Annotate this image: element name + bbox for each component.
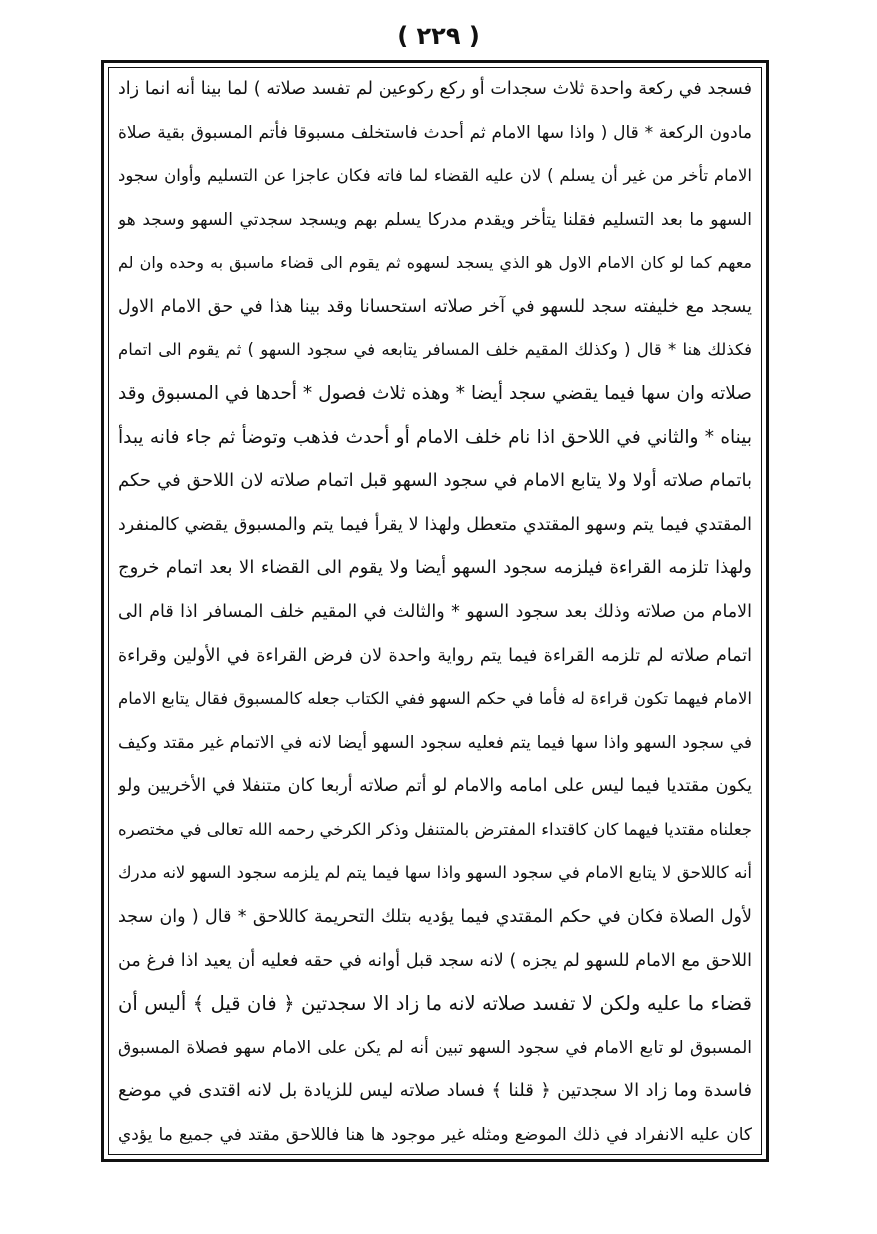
text-line: كان عليه الانفراد في ذلك الموضع ومثله غير موجود ها هنا فاللاحق مقتد في جميع ما يؤدي [118,1124,752,1145]
text-line: الامام من صلاته وذلك بعد سجود السهو * والثالث في المقيم خلف المسافر اذا قام الى [118,601,752,622]
text-line: قضاء ما عليه ولكن لا تفسد صلاته لانه ما زاد الا سجدتين ﴿ فان قيل ﴾ أليس أن [118,992,752,1016]
text-line: المقتدي فيما يتم وسهو المقتدي متعطل ولهذا لا يقرأ فيما يتم والمسبوق يقضي كالمنفرد [118,514,752,535]
page-text [118,74,752,1150]
text-line: يكون مقتديا فيما ليس على امامه والامام لو أتم صلاته أربعا كان متنفلا في الأخريين ولو [118,776,752,797]
text-line: اتمام صلاته لم تلزمه القراءة فيما يتم رواية واحدة لان فرض القراءة في الأولين وقراءة [118,645,752,666]
text-line: أنه كاللاحق لا يتابع الامام في سجود السهو واذا سها فيما يتم لم يلزمه سجود السهو لانه مدرك [118,863,752,883]
text-line: الامام فيهما تكون قراءة له فأما في حكم السهو ففي الكتاب جعله كالمسبوق فقال يتابع الامام [118,689,752,709]
text-line: مادون الركعة * قال ( واذا سها الامام ثم أحدث فاستخلف مسبوقا فأتم المسبوق بقية صلاة [118,122,752,143]
text-line: يسجد مع خليفته سجد للسهو في آخر صلاته استحسانا وقد بينا هذا في حق الامام الاول [118,296,752,317]
text-line: في سجود السهو واذا سها فيما يتم فعليه سجود السهو أيضا لانه في الاتمام غير مقتد وكيف [118,732,752,753]
text-line: فسجد في ركعة واحدة ثلاث سجدات أو ركع ركوعين لم تفسد صلاته ) لما بينا أنه انما زاد [118,79,752,99]
text-line: لأول الصلاة فكان في حكم المقتدي فيما يؤديه بتلك التحريمة كاللاحق * قال ( وان سجد [118,906,752,927]
text-line: بيناه * والثاني في اللاحق اذا نام خلف الامام أو أحدث فذهب وتوضأ ثم جاء فانه يبدأ [118,426,752,448]
text-line: المسبوق لو تابع الامام في سجود السهو تبين أنه لم يكن على الامام سهو فصلاة المسبوق [118,1037,752,1058]
text-line: السهو ما بعد التسليم فقلنا يتأخر ويقدم مدركا يسلم بهم ويسجد سجدتي السهو وسجد هو [118,209,752,230]
text-line: اللاحق مع الامام للسهو لم يجزه ) لانه سجد قبل أوانه في حقه فعليه أن يعيد اذا فرغ من [118,950,752,971]
text-line: باتمام صلاته أولا ولا يتابع الامام في سجود السهو قبل اتمام صلاته لان اللاحق في حكم [118,470,752,492]
text-line: صلاته وان سها فيما يقضي سجد أيضا * وهذه ثلاث فصول * أحدها في المسبوق وقد [118,383,752,405]
text-line: الامام تأخر من غير أن يسلم ) لان عليه القضاء لما فاته فكان عاجزا عن التسليم وأوان سجود [118,166,752,186]
text-line: فاسدة وما زاد الا سجدتين ﴿ قلنا ﴾ فساد صلاته ليس للزيادة بل لانه اقتدى في موضع [118,1080,752,1102]
page-number: ( ٢٢٩ ) [397,22,480,50]
text-line: معهم كما لو كان الامام الاول هو الذي يسجد لسهوه ثم يقوم الى قضاء ماسبق به وحده وان لم [118,253,752,273]
text-line: فكذلك هنا * قال ( وكذلك المقيم خلف المسافر يتابعه في سجود السهو ) ثم يقوم الى اتمام [118,340,752,360]
text-line: جعلناه مقتديا فيهما كان كاقتداء المفترض بالمتنفل وذكر الكرخي رحمه الله تعالى في مختصره [118,819,752,839]
text-line: ولهذا تلزمه القراءة فيلزمه سجود السهو أيضا ولا يقوم الى القضاء الا بعد اتمام خروج [118,557,752,579]
